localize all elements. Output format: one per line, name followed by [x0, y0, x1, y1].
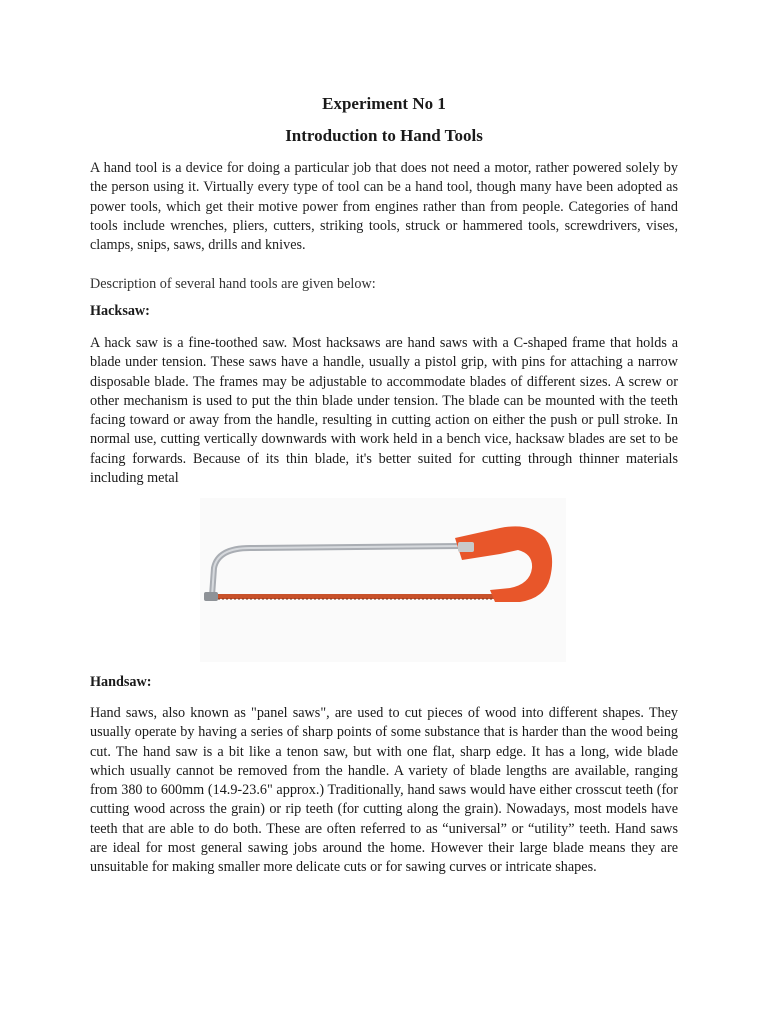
hacksaw-front-pin [204, 592, 218, 601]
hacksaw-illustration [200, 498, 566, 662]
hacksaw-handle-clamp [458, 542, 474, 552]
section-body-handsaw: Hand saws, also known as "panel saws", are used to cut pieces of wood into different shapes. They usually operate by having a series of sharp points of some substance that is harder than the wood being cut. The hand saw is a bit like a tenon saw, but with one flat, sharp edge. It has a long, wide blade which usually cannot be removed from the handle. A variety of blade lengths are available, ranging from 380 to 600mm (14.9-23.6" approx.) Traditionally, hand saws would have either crosscut teeth (for cutting wood across the grain) or rip teeth (for cutting along the grain). Nowadays, most models have teeth that are able to do both. These are often referred to as “universal” or “utility” teeth. Hand saws are ideal for most general sawing jobs around the home. However their large blade means they are unsuitable for making smaller more delicate cuts or for sawing curves or intricate shapes. [90, 705, 678, 876]
hacksaw-frame [212, 546, 462, 596]
hacksaw-blade [210, 594, 500, 599]
section-heading-hacksaw: Hacksaw: [90, 303, 150, 319]
section-heading-handsaw: Handsaw: [90, 674, 152, 690]
section-body-hacksaw: A hack saw is a fine-toothed saw. Most hacksaws are hand saws with a C-shaped frame that holds a blade under tension. These saws have a handle, usually a pistol grip, with pins for attaching a narrow disposable blade. The frames may be adjustable to accommodate blades of different sizes. A screw or other mechanism is used to put the thin blade under tension. The blade can be mounted with the teeth facing toward or away from the handle, resulting in cutting action on either the push or pull stroke. In normal use, cutting vertically downwards with work held in a bench vice, hacksaw blades are set to be facing forwards. Because of its thin blade, it's better suited for cutting through thinner materials including metal [90, 335, 678, 487]
description-lead: Description of several hand tools are given below: [90, 276, 376, 292]
hacksaw-handle-grip-hole [496, 558, 520, 580]
hacksaw-image [200, 498, 566, 662]
document-subtitle: Introduction to Hand Tools [285, 126, 483, 145]
intro-paragraph: A hand tool is a device for doing a particular job that does not need a motor, rather powered solely by the person using it. Virtually every type of tool can be a hand tool, though many have been adopted as power tools, which get their motive power from engines rather than from people. Categories of hand tools include wrenches, pliers, cutters, striking tools, struck or hammered tools, screwdrivers, vises, clamps, snips, saws, drills and knives. [90, 160, 678, 254]
hacksaw-frame-highlight [212, 546, 462, 596]
document-title: Experiment No 1 [322, 94, 446, 113]
